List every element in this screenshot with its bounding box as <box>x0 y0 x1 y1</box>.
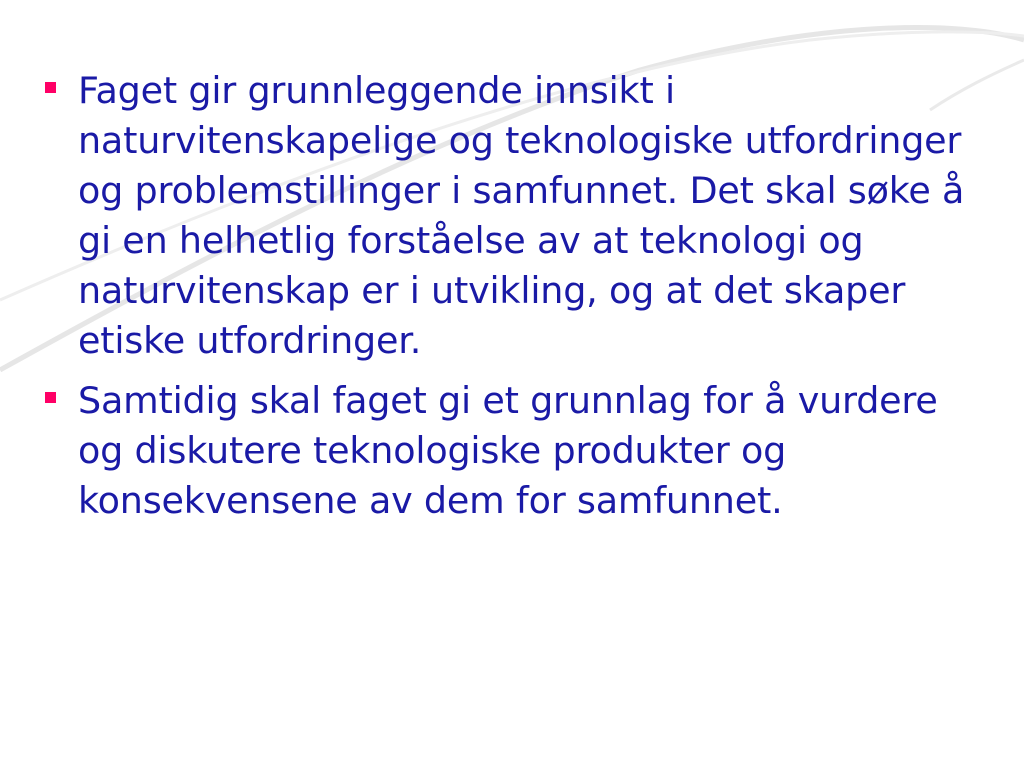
square-bullet-icon <box>45 390 56 401</box>
bullet-list <box>40 66 990 526</box>
bullet-item <box>40 66 990 366</box>
square-bullet-icon <box>45 80 56 91</box>
bullet-item <box>40 376 990 526</box>
bullet-text: Samtidig skal faget gi et grunnlag for å vurdere og diskutere teknologiske produkter og konsekvensene av dem for samfunnet. <box>78 379 938 522</box>
bullet-text: Faget gir grunnleggende innsikt i naturvitenskapelige og teknologiske utfordringer og problemstillinger i samfunnet. Det skal søke å gi en helhetlig forståelse av at teknologi og naturvitenskap er i utvikling, og at det skaper etiske utfordringer. <box>78 69 965 362</box>
bullet-content <box>40 66 990 536</box>
